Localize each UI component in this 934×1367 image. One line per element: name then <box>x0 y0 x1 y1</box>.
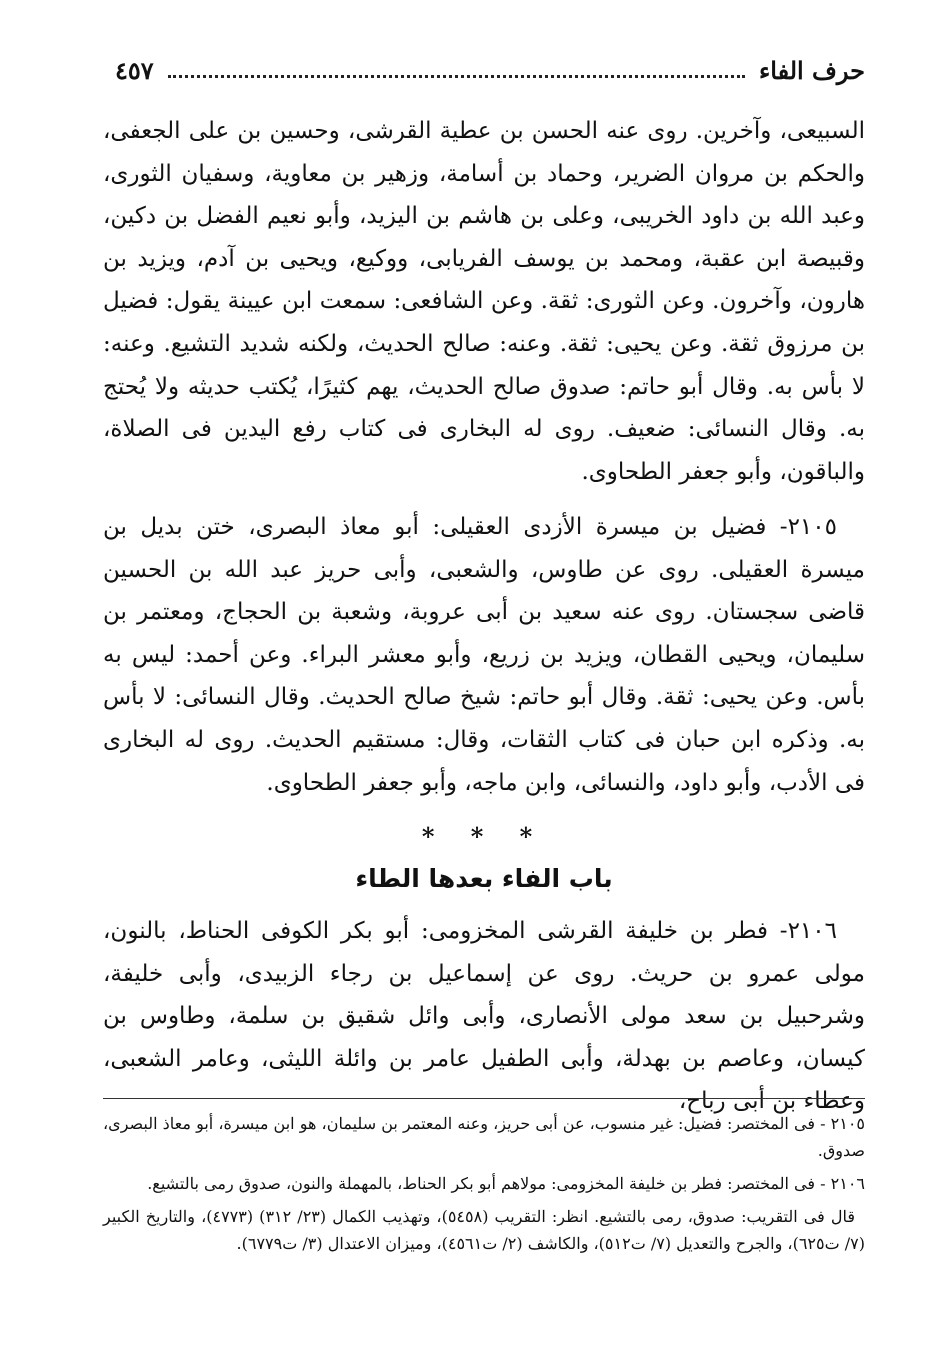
footnotes <box>103 1110 865 1263</box>
page-header <box>115 52 865 88</box>
running-title: حرف الفاء <box>758 55 865 85</box>
paragraph-entry-2106: ٢١٠٦- فطر بن خليفة القرشى المخزومى: أبو بكر الكوفى الحناط، بالنون، مولى عمرو بن حريث. روى عن إسماعيل بن رجاء الزبيدى، وأبى خليفة، وشرحبيل بن سعد مولى الأنصارى، وأبى وائل شقيق بن سلمة، وطاوس بن كيسان، وعاصم بن بهدلة، وأبى الطفيل عامر بن وائلة الليثى، وعامر الشعبى، وعطاء بن أبى رباح، <box>103 918 865 1115</box>
footnote-2105: ٢١٠٥ - فى المختصر: فضيل: غير منسوب، عن أبى حريز، وعنه المعتمر بن سليمان، هو ابن ميسرة، أبو معاذ البصرى، صدوق. <box>103 1114 865 1160</box>
section-heading: باب الفاء بعدها الطاء <box>355 864 613 893</box>
footnote-2106-continued: قال فى التقريب: صدوق، رمى بالتشيع. انظر: التقريب (٥٤٥٨)، وتهذيب الكمال (٢٣/ ٣١٢) (٤٧٧٣)، والتاريخ الكبير (٧/ ت٦٢٥)، والجرح والتعديل (٧/ ت٥١٢)، والكاشف (٢/ ت٤٥٦١)، وميزان الاعتدال (٣/ ت٦٧٧٩). <box>103 1207 865 1253</box>
footnote-divider <box>103 1098 865 1099</box>
page-number: ٤٥٧ <box>115 55 154 85</box>
section-separator: * * * <box>421 822 547 851</box>
paragraph-continued-entry: السبيعى، وآخرين. روى عنه الحسن بن عطية القرشى، وحسين بن على الجعفى، والحكم بن مروان الضرير، وحماد بن أسامة، وزهير بن معاوية، وسفيان الثورى، وعبد الله بن داود الخريبى، وعلى بن هاشم بن اليزيد، وأبو نعيم الفضل بن دكين، وقبيصة ابن عقبة، ومحمد بن يوسف الفريابى، ووكيع، ويحيى بن آدم، ويزيد بن هارون، وآخرون. وعن الثورى: ثقة. وعن الشافعى: سمعت ابن عيينة يقول: فضيل بن مرزوق ثقة. وعن يحيى: ثقة. وعنه: صالح الحديث، ولكنه شديد التشيع. وعنه: لا بأس به. وقال أبو حاتم: صدوق صالح الحديث، يهم كثيرًا، يُكتب حديثه ولا يُحتج به. وقال النسائى: ضعيف. روى له البخارى فى كتاب رفع اليدين فى الصلاة، والباقون، وأبو جعفر الطحاوى. <box>103 118 865 485</box>
footnote-2106: ٢١٠٦ - فى المختصر: فطر بن خليفة المخزومى: مولاهم أبو بكر الحناط، بالمهملة والنون، صدوق رمى بالتشيع. <box>147 1174 865 1193</box>
dotted-leader <box>168 75 745 78</box>
paragraph-entry-2105: ٢١٠٥- فضيل بن ميسرة الأزدى العقيلى: أبو معاذ البصرى، ختن بديل بن ميسرة العقيلى. روى عن طاوس، والشعبى، وأبى حريز عبد الله بن الحسين قاضى سجستان. روى عنه سعيد بن أبى عروبة، وشعبة بن الحجاج، ومعتمر بن سليمان، ويحيى القطان، ويزيد بن زريع، وأبو معشر البراء. وعن أحمد: ليس به بأس. وعن يحيى: ثقة. وقال أبو حاتم: شيخ صالح الحديث. وقال النسائى: لا بأس به. وذكره ابن حبان فى كتاب الثقات، وقال: مستقيم الحديث. روى له البخارى فى الأدب، وأبو داود، والنسائى، وابن ماجه، وأبو جعفر الطحاوى. <box>103 514 865 796</box>
